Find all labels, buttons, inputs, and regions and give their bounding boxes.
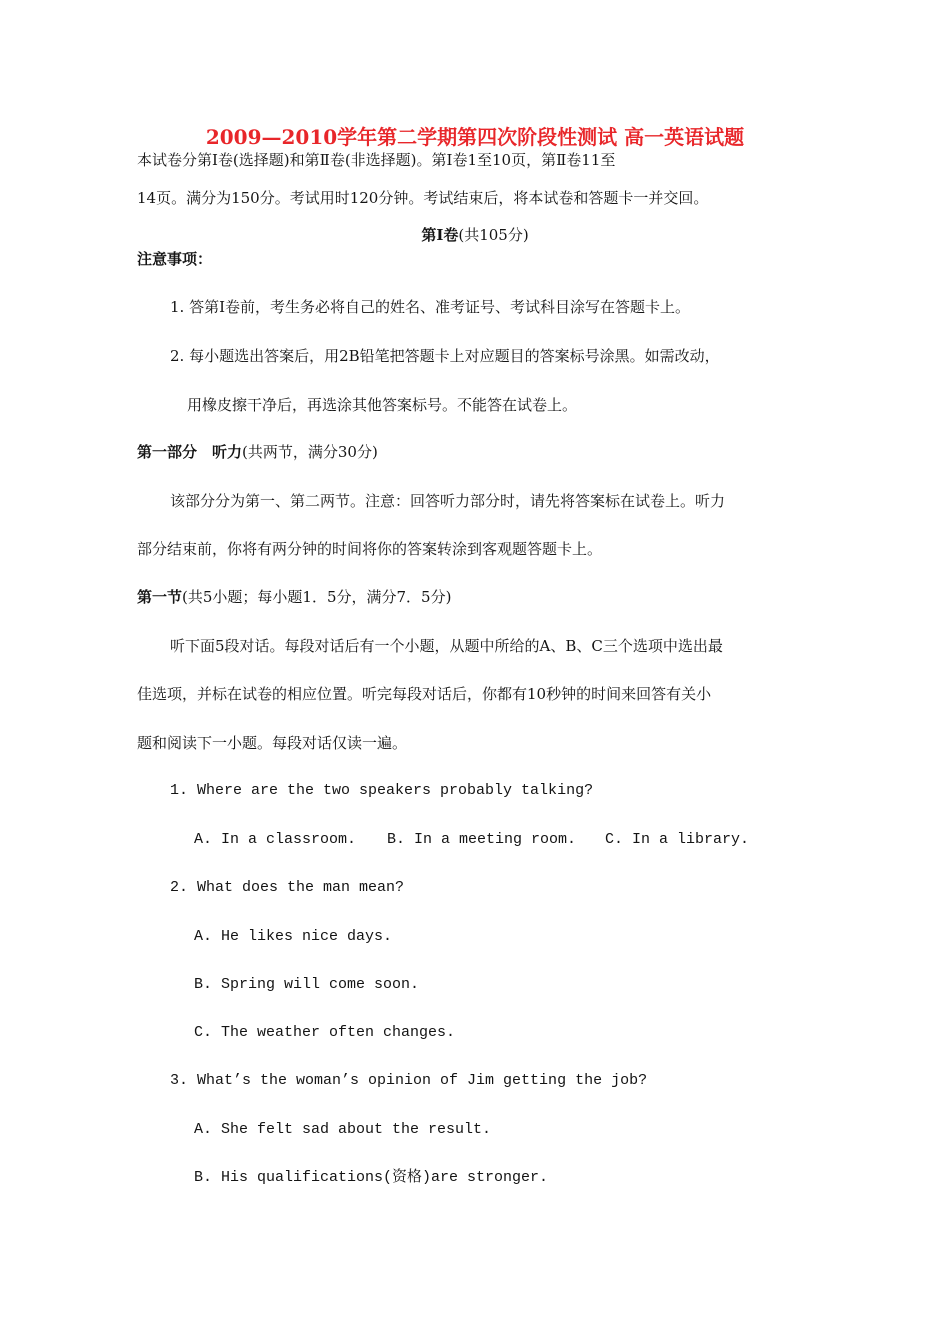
question-3-option-a: A. She felt sad about the result. <box>194 1121 492 1138</box>
section1-heading-label: 第一节 <box>137 588 183 606</box>
question-1-option-b: B. In a meeting room. <box>387 831 577 848</box>
notice-item-1: 1. 答第Ⅰ卷前，考生务必将自己的姓名、准考证号、考试科目涂写在答题卡上。 <box>170 298 691 316</box>
part1-heading-score: (共两节，满分30分) <box>242 443 378 461</box>
section1-heading-score: (共5小题；每小题1．5分，满分7．5分) <box>182 588 452 606</box>
section1-desc-line-2: 佳选项，并标在试卷的相应位置。听完每段对话后，你都有10秒钟的时间来回答有关小 <box>137 685 712 703</box>
volume-heading-label: 第Ⅰ卷 <box>421 226 459 244</box>
question-3-stem: 3. What’s the woman’s opinion of Jim getting the job? <box>170 1072 648 1089</box>
question-3-option-b: B. His qualifications(资格)are stronger. <box>194 1169 549 1186</box>
section1-desc-line-1: 听下面5段对话。每段对话后有一个小题，从题中所给的A、B、C三个选项中选出最 <box>170 637 723 655</box>
part1-heading <box>137 442 378 462</box>
notice-item-2-line-1: 2. 每小题选出答案后，用2B铅笔把答题卡上对应题目的答案标号涂黑。如需改动， <box>170 347 720 365</box>
section1-desc-line-3: 题和阅读下一小题。每段对话仅读一遍。 <box>137 734 408 752</box>
notice-heading: 注意事项： <box>137 250 213 268</box>
volume-heading-score: (共105分) <box>458 226 529 244</box>
question-1-options <box>194 830 749 850</box>
document-title: 2009—2010学年第二学期第四次阶段性测试 高一英语试题 <box>205 125 745 149</box>
part1-desc-line-2: 部分结束前，你将有两分钟的时间将你的答案转涂到客观题答题卡上。 <box>137 540 603 558</box>
volume-heading <box>0 225 950 245</box>
question-2-option-b: B. Spring will come soon. <box>194 976 420 993</box>
intro-line-1: 本试卷分第Ⅰ卷(选择题)和第Ⅱ卷(非选择题)。第Ⅰ卷1至10页，第Ⅱ卷11至 <box>137 151 616 169</box>
question-1-stem: 1. Where are the two speakers probably talking? <box>170 782 594 799</box>
question-2-option-a: A. He likes nice days. <box>194 928 393 945</box>
section1-heading <box>137 587 451 607</box>
question-2-option-c: C. The weather often changes. <box>194 1024 456 1041</box>
question-1-option-c: C. In a library. <box>605 831 750 848</box>
question-2-stem: 2. What does the man mean? <box>170 879 405 896</box>
intro-line-2: 14页。满分为150分。考试用时120分钟。考试结束后，将本试卷和答题卡一并交回。 <box>137 189 709 207</box>
question-1-option-a: A. In a classroom. <box>194 831 357 848</box>
notice-item-2-line-2: 用橡皮擦干净后，再选涂其他答案标号。不能答在试卷上。 <box>187 396 578 414</box>
part1-heading-label: 第一部分 听力 <box>137 443 243 461</box>
part1-desc-line-1: 该部分分为第一、第二两节。注意：回答听力部分时，请先将答案标在试卷上。听力 <box>170 492 726 510</box>
